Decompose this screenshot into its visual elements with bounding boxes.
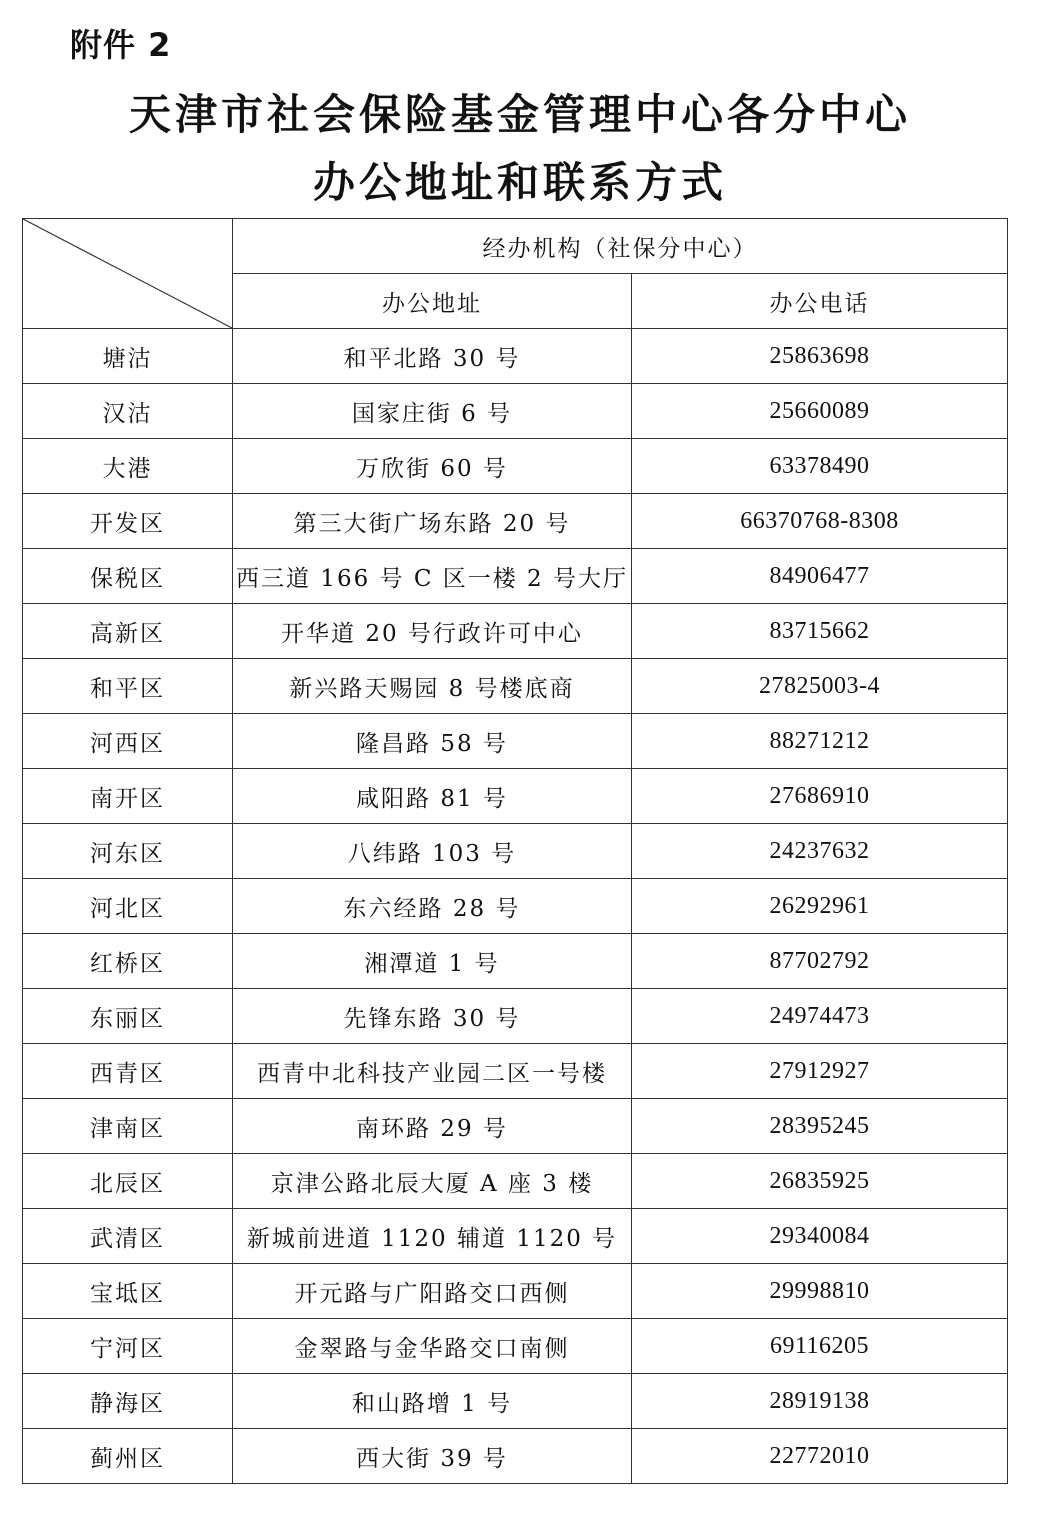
table-row <box>23 494 1008 549</box>
address-cell: 新兴路天赐园 8 号楼底商 <box>233 659 632 714</box>
phone-cell: 69116205 <box>632 1319 1008 1374</box>
address-cell: 南环路 29 号 <box>233 1099 632 1154</box>
table-row <box>23 659 1008 714</box>
phone-cell: 88271212 <box>632 714 1008 769</box>
table-row <box>23 329 1008 384</box>
address-cell: 开元路与广阳路交口西侧 <box>233 1264 632 1319</box>
table-row <box>23 384 1008 439</box>
phone-cell: 27686910 <box>632 769 1008 824</box>
phone-cell: 63378490 <box>632 439 1008 494</box>
attachment-label: 附件 2 <box>70 26 172 64</box>
phone-cell: 22772010 <box>632 1429 1008 1484</box>
address-cell: 第三大街广场东路 20 号 <box>233 494 632 549</box>
column-header-address: 办公地址 <box>233 274 632 329</box>
phone-cell: 25660089 <box>632 384 1008 439</box>
phone-cell: 28919138 <box>632 1374 1008 1429</box>
district-cell: 塘沽 <box>23 329 233 384</box>
phone-cell: 24237632 <box>632 824 1008 879</box>
table-row <box>23 1264 1008 1319</box>
address-cell: 八纬路 103 号 <box>233 824 632 879</box>
district-cell: 河东区 <box>23 824 233 879</box>
phone-cell: 25863698 <box>632 329 1008 384</box>
table-row <box>23 879 1008 934</box>
phone-cell: 27825003-4 <box>632 659 1008 714</box>
address-cell: 新城前进道 1120 辅道 1120 号 <box>233 1209 632 1264</box>
diagonal-line <box>23 219 232 328</box>
district-cell: 北辰区 <box>23 1154 233 1209</box>
phone-cell: 26835925 <box>632 1154 1008 1209</box>
district-cell: 西青区 <box>23 1044 233 1099</box>
page-title-line-2: 办公地址和联系方式 <box>312 158 727 207</box>
table-row <box>23 1044 1008 1099</box>
phone-cell: 28395245 <box>632 1099 1008 1154</box>
address-cell: 和平北路 30 号 <box>233 329 632 384</box>
address-cell: 金翠路与金华路交口南侧 <box>233 1319 632 1374</box>
address-cell: 咸阳路 81 号 <box>233 769 632 824</box>
district-cell: 宝坻区 <box>23 1264 233 1319</box>
district-cell: 大港 <box>23 439 233 494</box>
district-cell: 保税区 <box>23 549 233 604</box>
table-row <box>23 1209 1008 1264</box>
district-cell: 红桥区 <box>23 934 233 989</box>
address-cell: 湘潭道 1 号 <box>233 934 632 989</box>
address-cell: 京津公路北辰大厦 A 座 3 楼 <box>233 1154 632 1209</box>
phone-cell: 26292961 <box>632 879 1008 934</box>
district-cell: 宁河区 <box>23 1319 233 1374</box>
phone-cell: 84906477 <box>632 549 1008 604</box>
district-cell: 高新区 <box>23 604 233 659</box>
office-contact-table <box>22 218 1008 1484</box>
district-cell: 河西区 <box>23 714 233 769</box>
address-cell: 万欣街 60 号 <box>233 439 632 494</box>
table-row <box>23 824 1008 879</box>
phone-cell: 87702792 <box>632 934 1008 989</box>
table-row <box>23 989 1008 1044</box>
table-header-row-1 <box>23 219 1008 274</box>
district-cell: 开发区 <box>23 494 233 549</box>
diagonal-corner-cell <box>23 219 233 329</box>
district-cell: 东丽区 <box>23 989 233 1044</box>
address-cell: 东六经路 28 号 <box>233 879 632 934</box>
table-row <box>23 1319 1008 1374</box>
phone-cell: 83715662 <box>632 604 1008 659</box>
address-cell: 开华道 20 号行政许可中心 <box>233 604 632 659</box>
phone-cell: 27912927 <box>632 1044 1008 1099</box>
address-cell: 西三道 166 号 C 区一楼 2 号大厅 <box>233 549 632 604</box>
district-cell: 蓟州区 <box>23 1429 233 1484</box>
table-body <box>23 329 1008 1484</box>
address-cell: 国家庄街 6 号 <box>233 384 632 439</box>
district-cell: 静海区 <box>23 1374 233 1429</box>
table-row <box>23 1154 1008 1209</box>
district-cell: 汉沽 <box>23 384 233 439</box>
table-row <box>23 1374 1008 1429</box>
phone-cell: 24974473 <box>632 989 1008 1044</box>
address-cell: 隆昌路 58 号 <box>233 714 632 769</box>
table-row <box>23 549 1008 604</box>
address-cell: 和山路增 1 号 <box>233 1374 632 1429</box>
district-cell: 津南区 <box>23 1099 233 1154</box>
district-cell: 武清区 <box>23 1209 233 1264</box>
table-row <box>23 1429 1008 1484</box>
address-cell: 西青中北科技产业园二区一号楼 <box>233 1044 632 1099</box>
phone-cell: 29340084 <box>632 1209 1008 1264</box>
table-row <box>23 769 1008 824</box>
table-row <box>23 714 1008 769</box>
column-header-phone: 办公电话 <box>632 274 1008 329</box>
table-row <box>23 1099 1008 1154</box>
district-cell: 和平区 <box>23 659 233 714</box>
address-cell: 先锋东路 30 号 <box>233 989 632 1044</box>
group-header: 经办机构（社保分中心） <box>233 219 1008 274</box>
address-cell: 西大街 39 号 <box>233 1429 632 1484</box>
phone-cell: 66370768-8308 <box>632 494 1008 549</box>
phone-cell: 29998810 <box>632 1264 1008 1319</box>
table-row <box>23 934 1008 989</box>
page-title-line-1: 天津市社会保险基金管理中心各分中心 <box>128 90 911 139</box>
table-row <box>23 604 1008 659</box>
district-cell: 南开区 <box>23 769 233 824</box>
table-row <box>23 439 1008 494</box>
district-cell: 河北区 <box>23 879 233 934</box>
